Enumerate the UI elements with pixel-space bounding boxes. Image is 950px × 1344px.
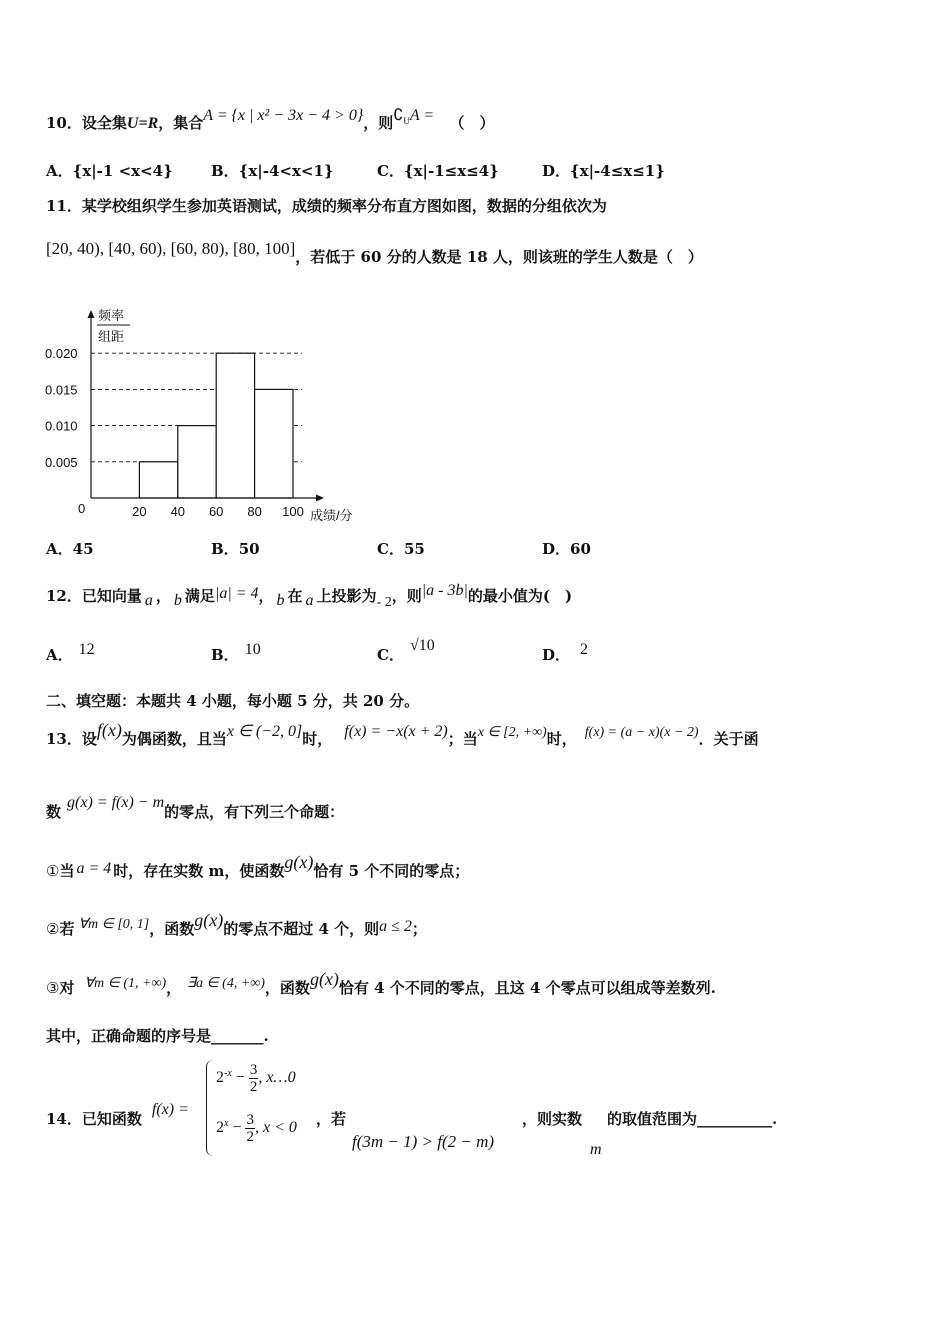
q10-paren: （ ）	[449, 114, 495, 132]
q11-option-a: A．45	[46, 540, 94, 558]
q13-proposition-3	[46, 969, 716, 998]
q12-cond: |a| = 4	[214, 585, 259, 602]
x-axis-label: 成绩/分	[310, 508, 353, 523]
q11-option-b: B．50	[211, 540, 260, 558]
q10-prefix: 设全集	[81, 114, 127, 132]
p1-mark: ①	[46, 862, 60, 880]
p1-cond: a = 4	[76, 860, 112, 877]
q13-dom1: x ∈ (−2, 0]	[226, 723, 303, 740]
q12-vector-b: b	[173, 592, 182, 609]
q13-f2: f(x) = (a − x)(x − 2)	[584, 725, 699, 740]
complement-sub: U	[403, 116, 410, 127]
histogram-bar	[216, 353, 254, 498]
q10-then: ，则	[363, 114, 394, 132]
p3-cond2: ∃a ∈ (4, +∞)	[187, 976, 265, 991]
q14-fx: f(x) =	[151, 1101, 189, 1118]
q11-option-c: C．55	[377, 540, 425, 558]
q13-gx: g(x) = f(x) − m	[67, 794, 165, 811]
q11-stem-line1	[46, 195, 607, 216]
q13-t1: 设	[81, 730, 97, 748]
q10-set-def: A = {x | x² − 3x − 4 > 0}	[203, 107, 364, 124]
q13-t7: 数	[46, 803, 62, 821]
p2-res: a ≤ 2	[379, 918, 412, 935]
y-axis-arrow	[88, 310, 95, 318]
y-tick-label: 0.005	[45, 454, 78, 470]
q12-comma: ，	[155, 587, 171, 605]
p3-d: 恰有 4 个不同的零点，且这 4 个零点可以组成等差数列.	[338, 979, 716, 997]
q14-t2: ，若	[316, 1110, 347, 1128]
q10-stem	[46, 107, 495, 134]
q12-stem	[46, 582, 573, 610]
q13-stem-line1	[46, 720, 759, 749]
p2-c: 的零点不超过 4 个，则	[223, 920, 380, 938]
p3-cond1: ∀m ∈ (1, +∞)	[84, 976, 167, 991]
q10-complement	[393, 107, 435, 127]
q12-vector-b2: b	[276, 592, 285, 609]
q13-stem-line2	[46, 794, 345, 822]
histogram-chart	[40, 300, 370, 530]
q12-t4: 上投影为	[316, 587, 377, 605]
q14-ineq: f(3m − 1) > f(2 − m)	[352, 1132, 495, 1151]
histogram-bar	[139, 462, 177, 498]
q12-vector-a2: a	[305, 592, 314, 609]
q12-option-a: A． 12	[46, 641, 95, 664]
p2-cond: ∀m ∈ [0, 1]	[78, 917, 150, 932]
p1-g: g(x)	[284, 852, 314, 872]
q13-f1: f(x) = −x(x + 2)	[344, 723, 448, 740]
p3-b: ，	[166, 979, 182, 997]
p1-b: 时，存在实数 m，使函数	[113, 862, 285, 880]
q14-number: 14．	[46, 1110, 82, 1128]
q10-option-a: A．{x|-1 <x<4}	[46, 162, 173, 180]
q10-option-d: D．{x|-4≤x≤1}	[542, 162, 665, 180]
q12-option-c: C．√10	[377, 637, 435, 664]
q12-projection: - 2	[376, 595, 392, 610]
p3-c: ，函数	[264, 979, 310, 997]
y-label-bottom: 组距	[98, 329, 125, 344]
y-tick-label: 0.010	[45, 418, 78, 434]
q14-t3: ，则实数	[522, 1110, 583, 1128]
q12-t3: 在	[287, 587, 303, 605]
q12-expr: |a - 3b|	[421, 582, 468, 599]
complement-symbol: ∁	[393, 107, 404, 124]
y-tick-label: 0.015	[45, 382, 78, 398]
q12-t2: 满足	[184, 587, 215, 605]
q13-t5: 时，	[546, 730, 577, 748]
q12-number: 12．	[46, 587, 82, 605]
q12-comma2: ，	[258, 587, 274, 605]
piecewise-case-2: $2^x$ − $\frac{3}{2}$ , x < 0	[216, 1112, 297, 1145]
y-label-top: 频率	[98, 308, 125, 323]
q13-fx: f(x)	[96, 720, 122, 740]
q13-t8: 的零点，有下列三个命题：	[164, 803, 345, 821]
q12-t1: 已知向量	[81, 587, 142, 605]
p3-a: 对	[59, 979, 75, 997]
p1-a: 当	[59, 862, 75, 880]
q13-t3: 时，	[302, 730, 333, 748]
complement-a: A =	[409, 107, 435, 124]
histogram-bar	[178, 426, 216, 498]
q10-option-b: B．{x|-4<x<1}	[211, 162, 334, 180]
q12-option-d: D． 2	[542, 641, 589, 664]
x-tick-label: 40	[170, 504, 186, 519]
p3-g: g(x)	[309, 969, 339, 989]
p2-g: g(x)	[194, 910, 224, 930]
p3-mark: ③	[46, 979, 60, 997]
q10-universe: U=R	[126, 115, 159, 132]
p2-mark: ②	[46, 920, 60, 938]
q13-ending: 其中，正确命题的序号是_______.	[46, 1027, 269, 1045]
origin-label: 0	[78, 501, 86, 516]
x-axis-arrow	[316, 495, 324, 502]
piecewise-brace	[206, 1060, 213, 1156]
x-tick-label: 60	[208, 504, 224, 519]
y-tick-label: 0.020	[45, 346, 78, 362]
q12-t6: 的最小值为( )	[467, 587, 573, 605]
q14-piecewise	[206, 1060, 326, 1160]
q13-dom2: x ∈ [2, +∞)	[477, 725, 547, 740]
q13-proposition-1	[46, 852, 470, 881]
q14-stem-left	[46, 1101, 189, 1129]
q14-var: m	[590, 1141, 602, 1158]
q11-option-d: D．60	[542, 540, 591, 558]
q12-option-b: B． 10	[211, 641, 261, 664]
q10-mid: ，集合	[158, 114, 204, 132]
q14-t4: 的取值范围为__________.	[607, 1110, 778, 1128]
x-tick-label: 100	[282, 504, 304, 519]
x-tick-label: 20	[132, 504, 147, 519]
section2-heading: 二、填空题：本题共 4 小题，每小题 5 分，共 20 分。	[46, 692, 420, 710]
q11-stem-line2	[46, 239, 703, 267]
q10-option-c: C．{x|-1≤x≤4}	[377, 162, 499, 180]
p1-c: 恰有 5 个不同的零点；	[313, 862, 470, 880]
piecewise-case-1: $2^{-x}$ − $\frac{3}{2}$ , x…0	[216, 1062, 296, 1095]
q11-intervals: [20, 40), [40, 60), [60, 80), [80, 100]	[46, 239, 296, 258]
q11-stem-tail: ，若低于 60 分的人数是 18 人，则该班的学生人数是（ ）	[295, 248, 703, 266]
q14-t1: 已知函数	[81, 1110, 142, 1128]
q10-number: 10．	[46, 114, 82, 132]
q13-t2: 为偶函数，且当	[121, 730, 227, 748]
q13-t6: ．关于函	[698, 730, 759, 748]
x-tick-label: 80	[247, 504, 262, 519]
q11-number: 11．	[46, 197, 82, 215]
q13-t4: ；当	[447, 730, 478, 748]
p2-d: ；	[411, 920, 427, 938]
q13-number: 13．	[46, 730, 82, 748]
q13-proposition-2	[46, 910, 427, 939]
p2-a: 若	[59, 920, 75, 938]
q12-t5: ，则	[391, 587, 422, 605]
histogram-bar	[255, 389, 293, 498]
p2-b: ，函数	[149, 920, 195, 938]
q11-stem-text: 某学校组织学生参加英语测试，成绩的频率分布直方图如图，数据的分组依次为	[81, 197, 607, 215]
q12-vector-a: a	[144, 592, 153, 609]
